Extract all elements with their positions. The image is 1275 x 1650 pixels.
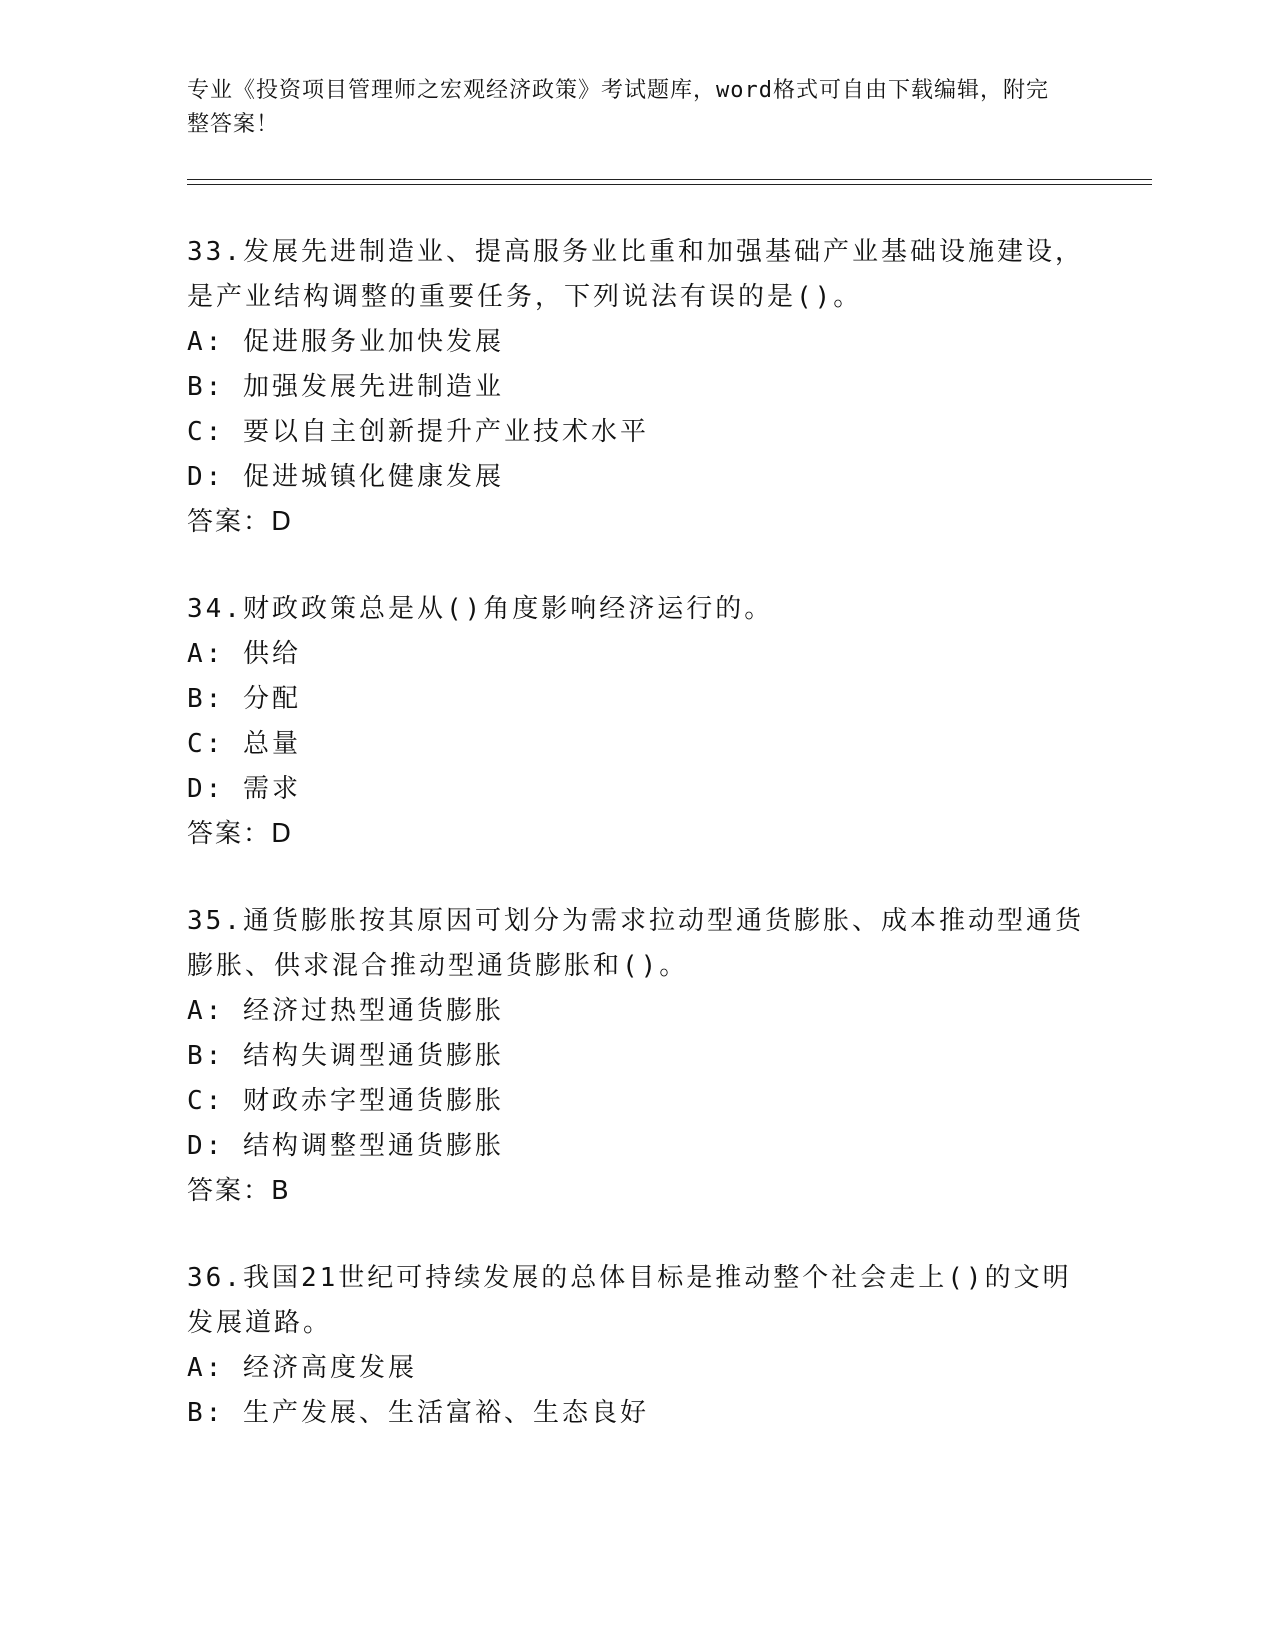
option-a: A: 经济高度发展 — [187, 1353, 417, 1383]
answer-label: 答案：B — [187, 1176, 291, 1206]
option-c: C: 要以自主创新提升产业技术水平 — [187, 417, 649, 447]
option-d: D: 结构调整型通货膨胀 — [187, 1131, 504, 1161]
option-b: B: 加强发展先进制造业 — [187, 372, 504, 402]
question-33 — [187, 230, 1087, 545]
question-stem: 34.财政政策总是从()角度影响经济运行的。 — [187, 594, 774, 624]
answer-label: 答案：D — [187, 819, 294, 849]
header-rule-bottom — [187, 184, 1152, 185]
option-c: C: 财政赤字型通货膨胀 — [187, 1086, 504, 1116]
option-b: B: 分配 — [187, 684, 301, 714]
question-36 — [187, 1256, 1087, 1436]
question-35 — [187, 899, 1087, 1214]
question-list — [187, 230, 1087, 1478]
option-c: C: 总量 — [187, 729, 301, 759]
option-b: B: 结构失调型通货膨胀 — [187, 1041, 504, 1071]
question-stem: 36.我国21世纪可持续发展的总体目标是推动整个社会走上()的文明发展道路。 — [187, 1263, 1072, 1338]
header-rule-top — [187, 179, 1152, 180]
option-a: A: 促进服务业加快发展 — [187, 327, 504, 357]
document-header: 专业《投资项目管理师之宏观经济政策》考试题库，word格式可自由下载编辑，附完整答案！ — [187, 78, 1049, 137]
option-a: A: 经济过热型通货膨胀 — [187, 996, 504, 1026]
option-d: D: 促进城镇化健康发展 — [187, 462, 504, 492]
question-stem: 33.发展先进制造业、提高服务业比重和加强基础产业基础设施建设，是产业结构调整的重要任务，下列说法有误的是()。 — [187, 237, 1084, 312]
answer-label: 答案：D — [187, 507, 294, 537]
option-d: D: 需求 — [187, 774, 301, 804]
option-a: A: 供给 — [187, 639, 301, 669]
question-stem: 35.通货膨胀按其原因可划分为需求拉动型通货膨胀、成本推动型通货膨胀、供求混合推动型通货膨胀和()。 — [187, 906, 1084, 981]
question-34 — [187, 587, 1087, 857]
option-b: B: 生产发展、生活富裕、生态良好 — [187, 1398, 649, 1428]
